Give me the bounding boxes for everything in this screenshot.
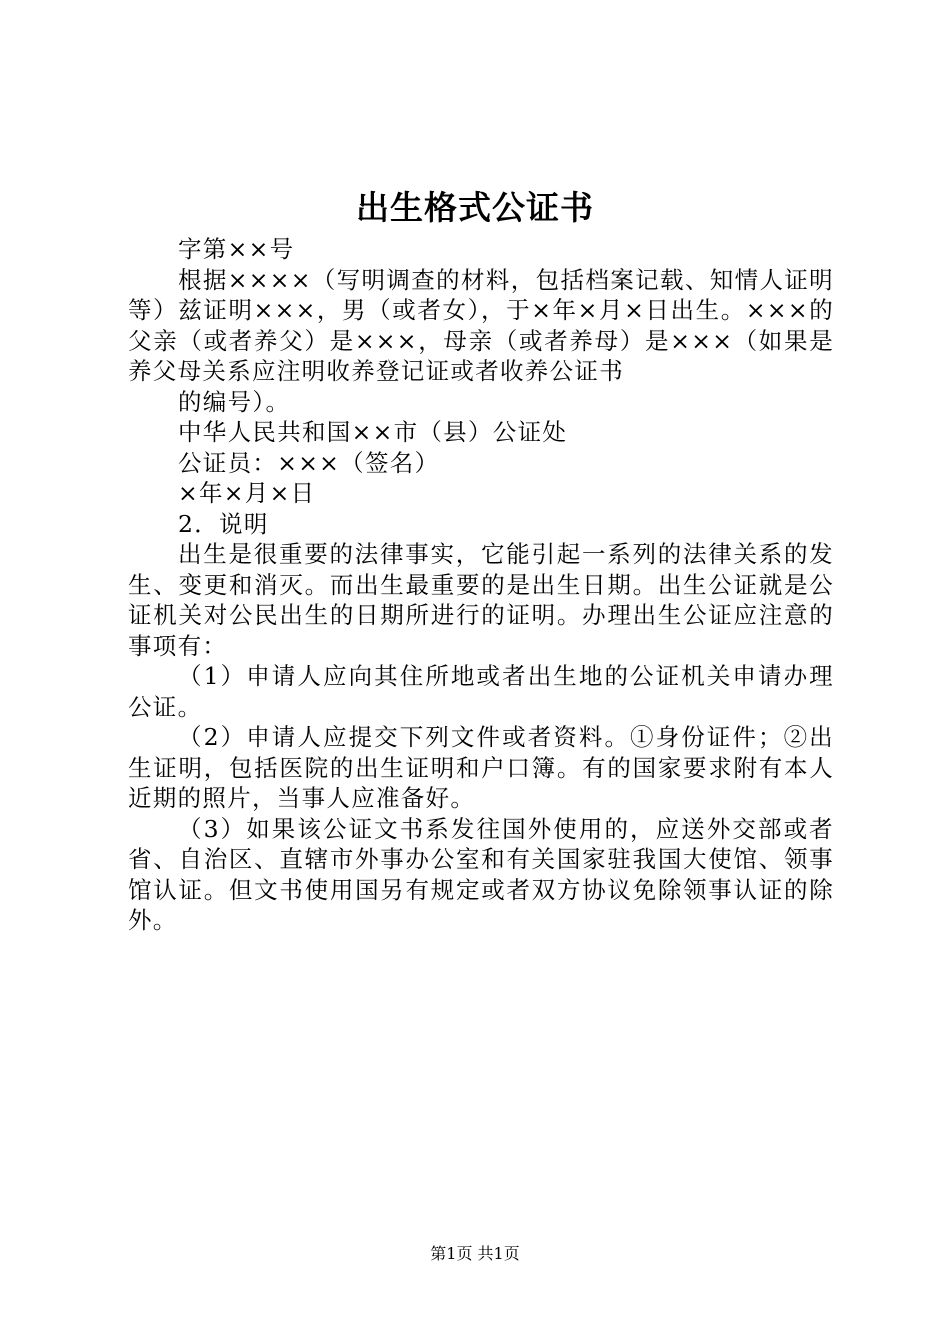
- paragraph-explanation: 出生是很重要的法律事实，它能引起一系列的法律关系的发生、变更和消灭。而出生最重要的是出生日期。出生公证就是公证机关对公民出生的日期所进行的证明。办理出生公证应注意的事项有：: [128, 540, 834, 660]
- paragraph-certificate-body-end: 的编号）。: [178, 387, 291, 416]
- list-item-3: （3）如果该公证文书系发往国外使用的，应送外交部或者省、自治区、直辖市外事办公室和有关国家驻我国大使馆、领事馆认证。但文书使用国另有规定或者双方协议免除领事认证的除外。: [128, 814, 834, 934]
- list-item-1: （1）申请人应向其住所地或者出生地的公证机关申请办理公证。: [128, 662, 834, 721]
- list-item-2: （2）申请人应提交下列文件或者资料。①身份证件；②出生证明，包括医院的出生证明和户口簿。有的国家要求附有本人近期的照片，当事人应准备好。: [128, 723, 834, 812]
- document-title: 出生格式公证书: [356, 188, 594, 227]
- section-heading-explanation: 2．说明: [178, 509, 269, 538]
- paragraph-notary-office: 中华人民共和国××市（县）公证处: [178, 418, 568, 446]
- page-footer: 第1页 共1页: [430, 1244, 520, 1263]
- paragraph-certificate-body: 根据××××（写明调查的材料，包括档案记载、知情人证明等）兹证明×××，男（或者女），于×年×月×日出生。×××的父亲（或者养父）是×××，母亲（或者养母）是×××（如果是养父母关系应注明收养登记证或者收养公证书: [128, 265, 834, 385]
- paragraph-doc-number: 字第××号: [178, 235, 295, 263]
- paragraph-notary-signature: 公证员：×××（签名）: [178, 448, 440, 477]
- document-body: [128, 234, 834, 936]
- paragraph-date: ×年×月×日: [178, 479, 316, 507]
